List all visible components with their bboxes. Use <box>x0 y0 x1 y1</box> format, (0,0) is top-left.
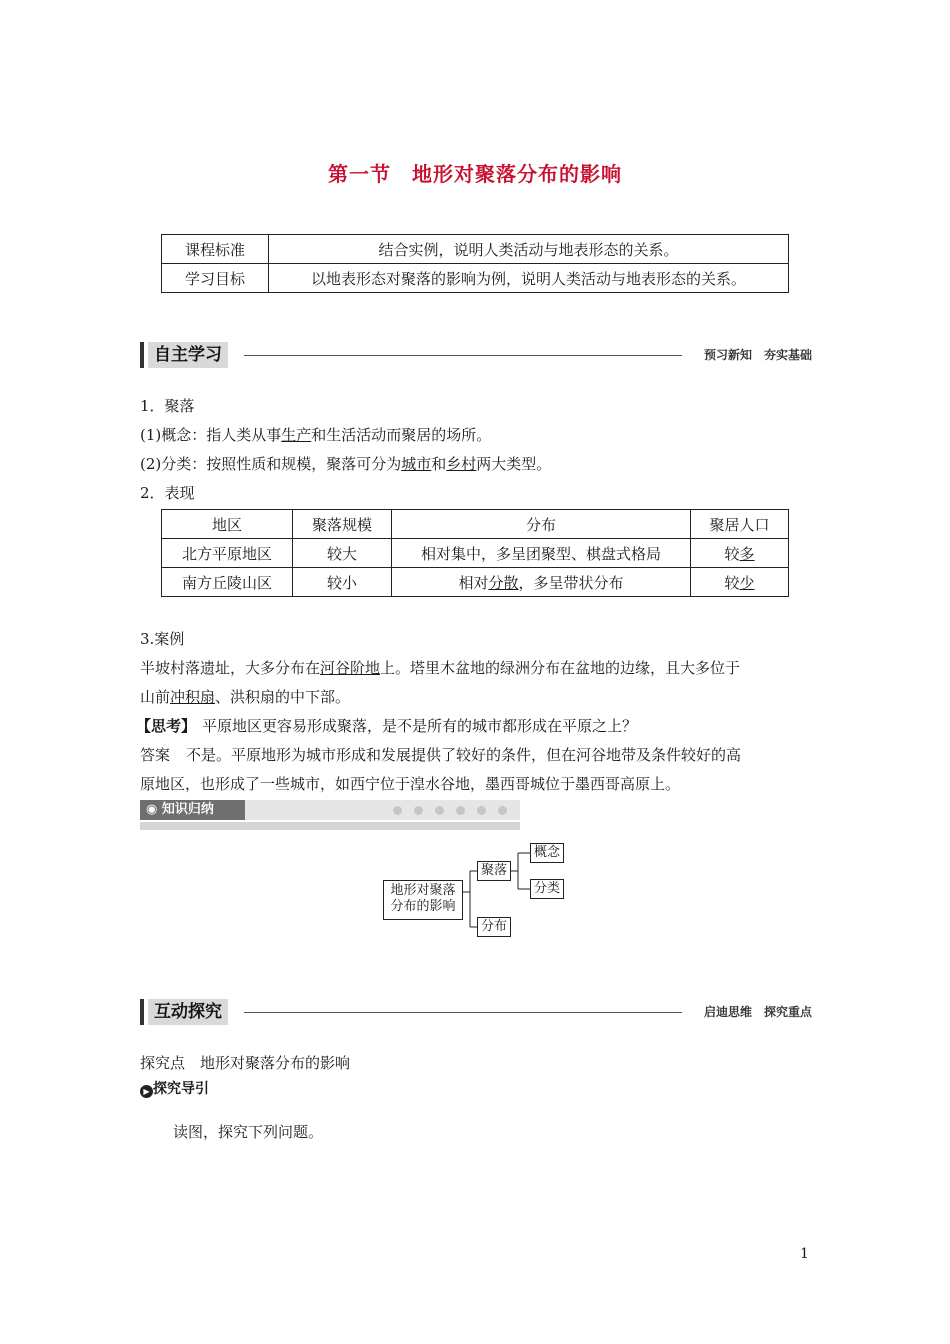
text-fragment: 相对 <box>458 573 489 592</box>
text-fragment: (1)概念：指人类从事 <box>140 426 282 444</box>
item2-heading: 2．表现 <box>140 484 195 502</box>
answer-blank: 冲积扇 <box>170 688 216 706</box>
table-header: 分布 <box>392 510 691 539</box>
node-classify: 分类 <box>530 879 564 899</box>
think-question <box>136 712 808 740</box>
play-icon: ▶ <box>140 1085 153 1098</box>
decor-dot <box>498 806 507 815</box>
table-cell: 较小 <box>293 568 392 597</box>
section-interactive <box>140 999 812 1025</box>
text-fragment: 和生活活动而聚居的场所。 <box>311 426 492 444</box>
text-fragment: 上。塔里木盆地的绿洲分布在盆地的边缘，且大多位于 <box>380 659 741 677</box>
node-distribution: 分布 <box>477 917 511 937</box>
answer-blank: 少 <box>739 573 755 592</box>
section-tag: 启迪思维 探究重点 <box>703 1005 812 1019</box>
answer-label: 答案 <box>140 746 171 764</box>
standards-text: 结合实例，说明人类活动与地表形态的关系。 <box>269 235 789 264</box>
text-fragment: 较 <box>724 573 740 592</box>
item3-heading: 3.案例 <box>140 630 185 648</box>
section-rule <box>244 355 682 356</box>
decor-dot <box>477 806 486 815</box>
table-cell <box>392 568 691 597</box>
table-cell <box>691 568 789 597</box>
answer-blank: 河谷阶地 <box>320 659 381 677</box>
text-fragment: (2)分类：按照性质和规模，聚落可分为 <box>140 455 402 473</box>
table-cell: 较大 <box>293 539 392 568</box>
text-fragment: 相对集中，多呈团聚型、棋盘式格局 <box>420 544 661 563</box>
section-marker <box>140 999 144 1025</box>
section-marker <box>140 342 144 368</box>
think-answer-line1 <box>140 741 812 769</box>
item3-line1 <box>140 654 812 682</box>
explore-guide-label: 探究导引 <box>153 1081 209 1097</box>
item3-line2 <box>140 683 812 711</box>
answer-blank: 城市 <box>401 455 432 473</box>
think-label: 【思考】 <box>136 717 197 735</box>
knowledge-label <box>140 800 245 820</box>
table-header: 聚居人口 <box>691 510 789 539</box>
item1-concept <box>140 421 812 449</box>
objectives-text: 以地表形态对聚落的影响为例，说明人类活动与地表形态的关系。 <box>269 264 789 293</box>
text-fragment: 山前 <box>140 688 171 706</box>
item1-classify <box>140 450 812 478</box>
knowledge-bar-shadow <box>140 822 520 830</box>
answer-text: 不是。平原地形为城市形成和发展提供了较好的条件，但在河谷地带及条件较好的高 <box>186 746 742 764</box>
section-label: 自主学习 <box>148 342 228 368</box>
mind-map-root <box>383 880 463 920</box>
explore-guide <box>140 1078 209 1098</box>
table-cell: 南方丘陵山区 <box>162 568 293 597</box>
section-tag: 预习新知 夯实基础 <box>703 348 812 362</box>
root-line: 地形对聚落 <box>390 883 456 898</box>
decor-dot <box>456 806 465 815</box>
answer-blank: 乡村 <box>446 455 477 473</box>
answer-blank: 分散 <box>488 573 519 592</box>
explore-instruction: 读图，探究下列问题。 <box>173 1123 324 1141</box>
text-fragment: 、洪积扇的中下部。 <box>215 688 351 706</box>
standards-table <box>161 234 789 293</box>
text-fragment: ，多呈带状分布 <box>518 573 624 592</box>
answer-blank: 生产 <box>281 426 312 444</box>
knowledge-summary-bar <box>140 800 520 832</box>
table-row <box>162 539 789 568</box>
table-cell: 北方平原地区 <box>162 539 293 568</box>
text-fragment: 较 <box>724 544 740 563</box>
section-self-study <box>140 342 812 368</box>
node-concept: 概念 <box>530 843 564 863</box>
explore-point: 探究点 地形对聚落分布的影响 <box>140 1054 351 1072</box>
page-number: 1 <box>800 1246 809 1262</box>
table-cell <box>392 539 691 568</box>
table-header: 地区 <box>162 510 293 539</box>
section-rule <box>244 1012 682 1013</box>
table-cell <box>691 539 789 568</box>
think-text: 平原地区更容易形成聚落，是不是所有的城市都形成在平原之上？ <box>202 717 638 735</box>
decor-dot <box>435 806 444 815</box>
table-header: 聚落规模 <box>293 510 392 539</box>
text-fragment: 和 <box>431 455 447 473</box>
text-fragment: 半坡村落遗址，大多分布在 <box>140 659 321 677</box>
answer-blank: 多 <box>739 544 755 563</box>
item1-heading: 1．聚落 <box>140 397 195 415</box>
think-answer-line2: 原地区，也形成了一些城市，如西宁位于湟水谷地，墨西哥城位于墨西哥高原上。 <box>140 775 681 793</box>
decor-dot <box>393 806 402 815</box>
knowledge-bar-fill <box>245 800 520 820</box>
page-title: 第一节 地形对聚落分布的影响 <box>328 162 622 186</box>
table-row <box>162 568 789 597</box>
section-label: 互动探究 <box>148 999 228 1025</box>
settlement-table <box>161 509 789 597</box>
objectives-label: 学习目标 <box>162 264 269 293</box>
decor-dot <box>414 806 423 815</box>
text-fragment: 两大类型。 <box>476 455 552 473</box>
root-line: 分布的影响 <box>390 899 456 914</box>
knowledge-label-text: ◉ 知识归纳 <box>146 802 214 817</box>
node-settlement: 聚落 <box>477 861 511 881</box>
standards-label: 课程标准 <box>162 235 269 264</box>
